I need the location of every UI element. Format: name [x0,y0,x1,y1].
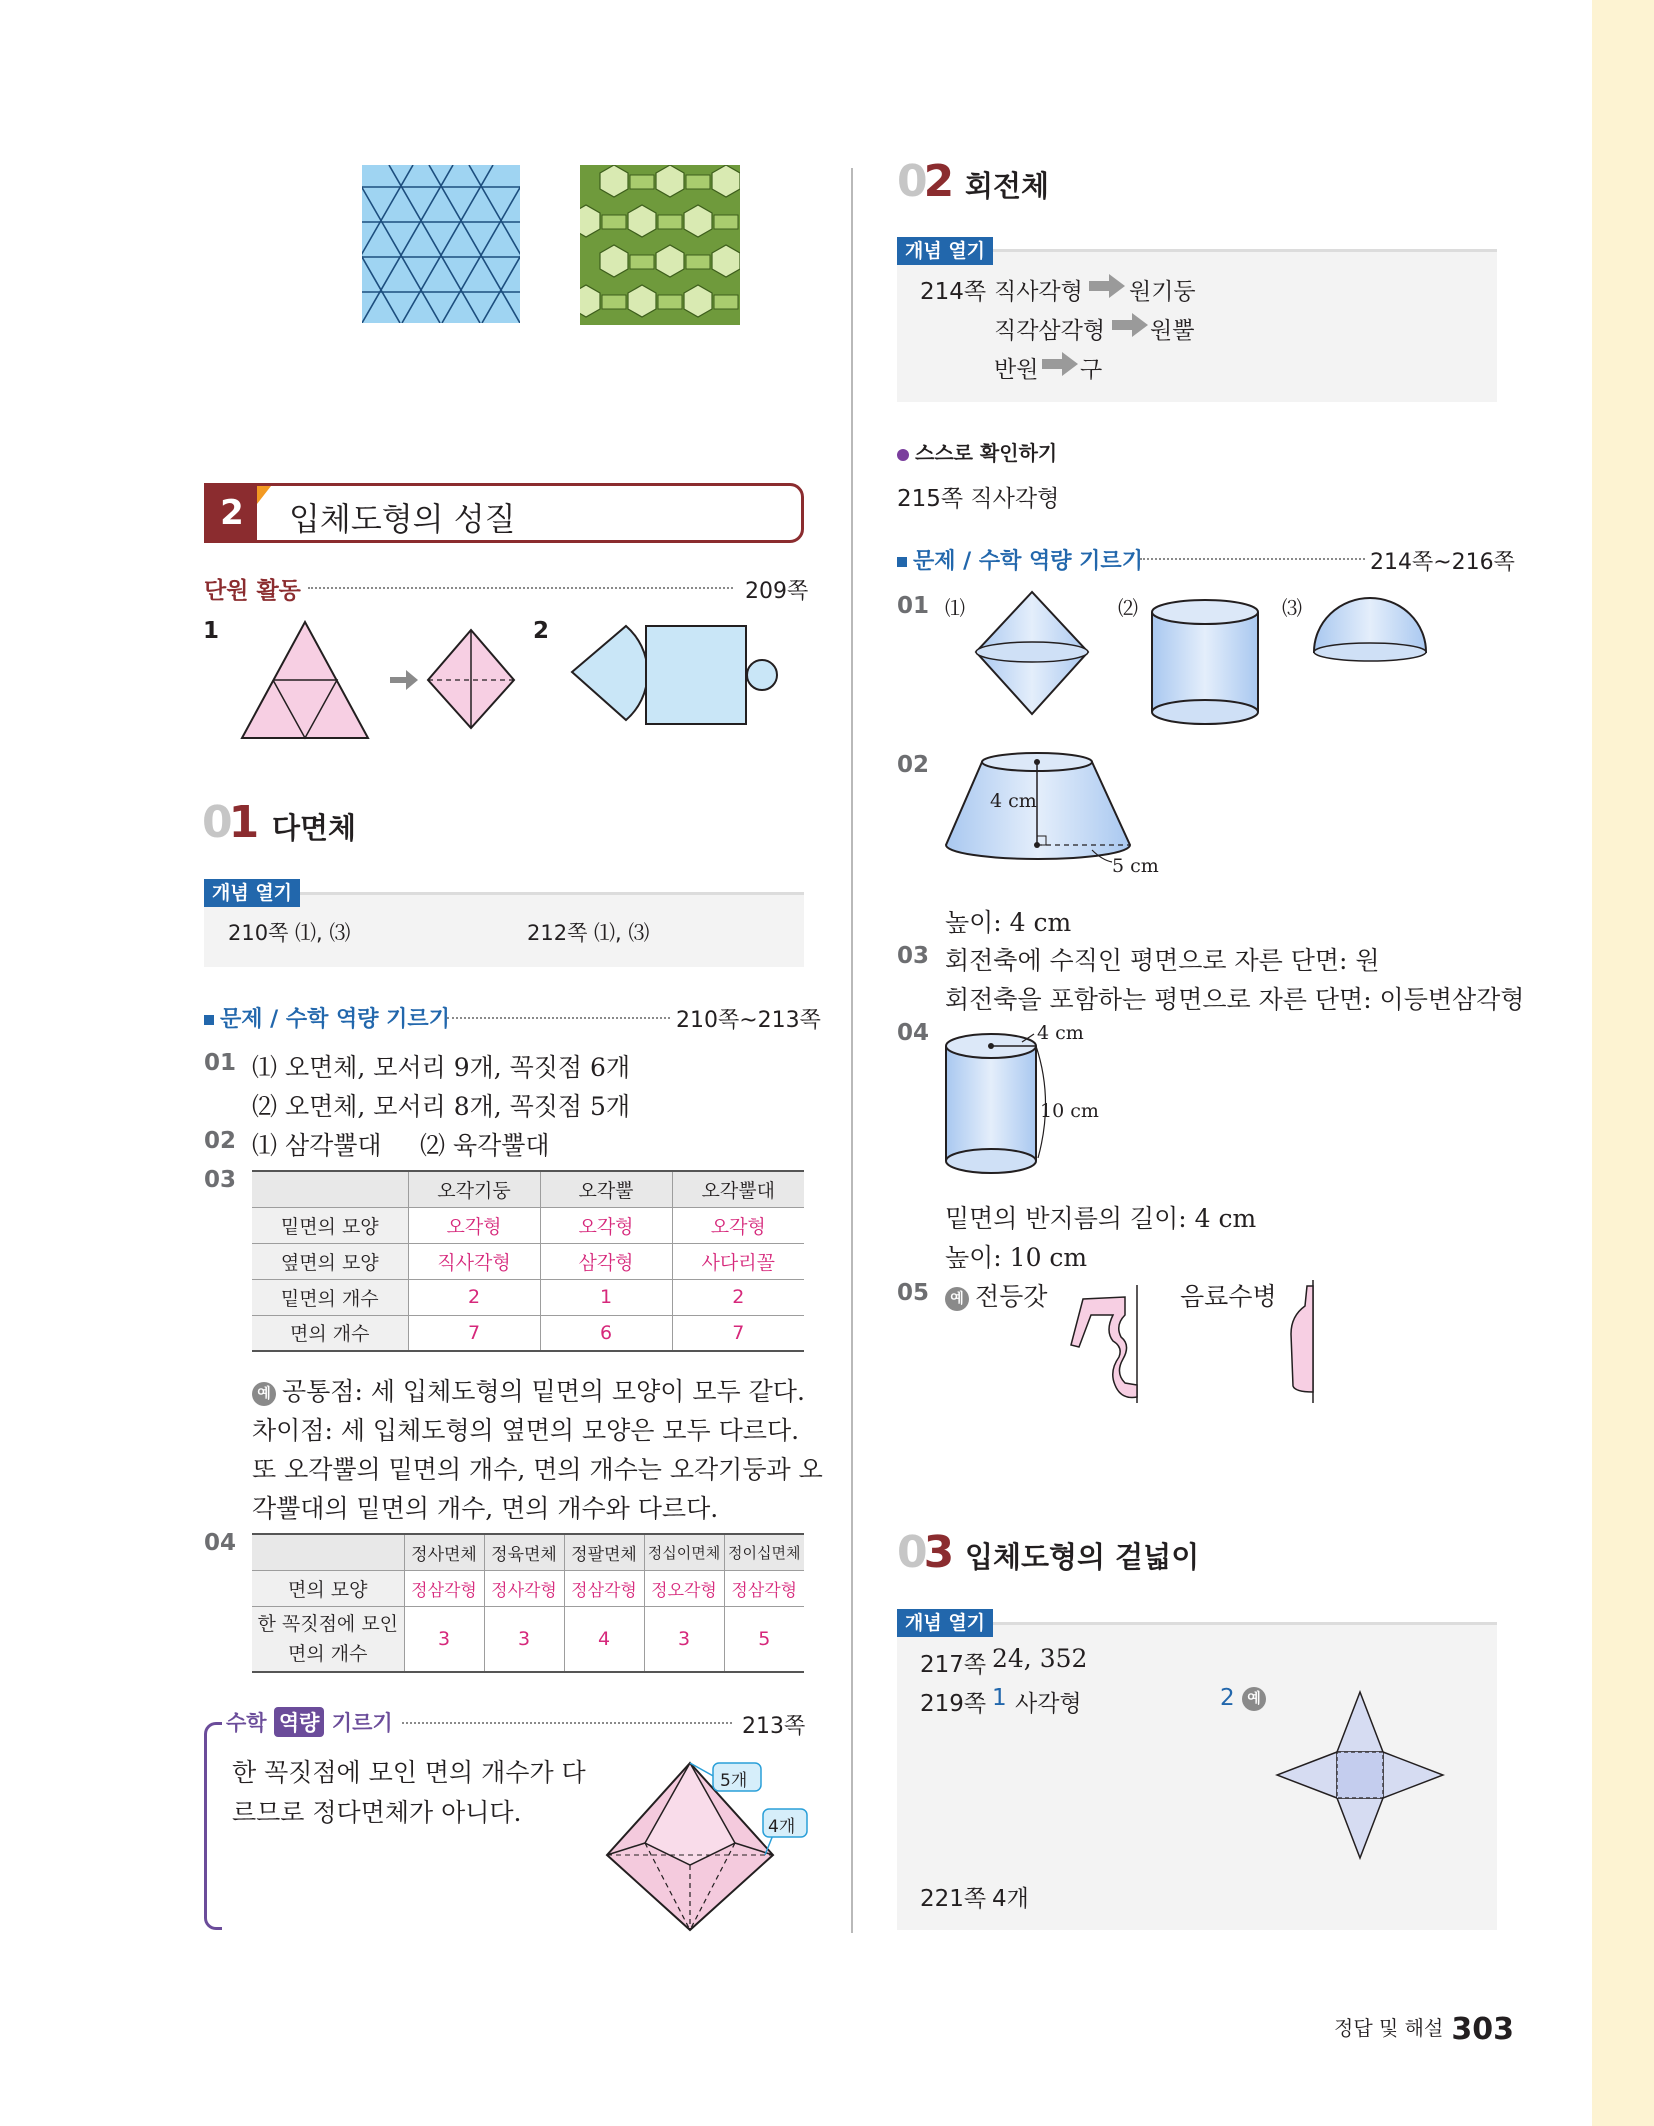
table-header-cell [252,1534,404,1570]
concept-3-line2-answer-a: 사각형 [1015,1691,1082,1717]
table-row-header: 옆면의 모양 [252,1243,408,1279]
q01-answer-a: ⑴ 오면체, 모서리 9개, 꼭짓점 6개 [252,1053,631,1082]
concept-2-line1-b: 원기둥 [1129,279,1196,305]
table-row-header: 면의 개수 [252,1315,408,1351]
page-footer: 정답 및 해설 303 [1334,2012,1514,2047]
arrow-right-icon [1040,350,1080,378]
table-cell: 7 [408,1315,540,1351]
section-01-number: 01 [202,797,256,848]
section-03-title: 입체도형의 겉넓이 [965,1540,1200,1574]
table-cell: 3 [404,1606,484,1672]
table-row [252,1570,804,1606]
competency-page: 213쪽 [742,1714,806,1739]
concept-3-line1-answer: 24, 352 [992,1644,1088,1673]
table-row-header: 밑면의 모양 [252,1207,408,1243]
q2-04-answer-a: 밑면의 반지름의 길이: 4 cm [945,1204,1257,1233]
page-number: 303 [1451,2012,1514,2047]
table-header-cell: 오각뿔대 [672,1171,804,1207]
cone-net-figure [570,620,780,730]
self-check-answer: 215쪽 직사각형 [897,486,1060,512]
table-cell: 2 [672,1279,804,1315]
q2-05-answer-a: 예 전등갓 [945,1277,1047,1313]
q03-text-line-2: 차이점: 세 입체도형의 옆면의 모양은 모두 다르다. [252,1416,800,1445]
triangle-net-to-tetrahedron-figure [240,620,520,740]
table-cell: 3 [484,1606,564,1672]
table-row [252,1207,804,1243]
bottle-profile-figure [1285,1280,1325,1405]
lampshade-profile-figure [1065,1285,1145,1405]
concept-tag-3: 개념 열기 [897,1609,993,1637]
table-cell: 5 [724,1606,804,1672]
q2-03-answer-b: 회전축을 포함하는 평면으로 자른 단면: 이등변삼각형 [945,985,1525,1014]
table-cell: 삼각형 [540,1243,672,1279]
competency-text-b: 르므로 정다면체가 아니다. [232,1798,522,1827]
unit-activity-page: 209쪽 [745,579,809,604]
q04-number: 04 [204,1530,237,1556]
competency-text-a: 한 꼭짓점에 모인 면의 개수가 다 [232,1758,586,1787]
table-cell: 4 [564,1606,644,1672]
q02-answer-a: ⑴ 삼각뿔대 [252,1131,382,1160]
table-header-cell: 정팔면체 [564,1534,644,1570]
table-row-header: 밑면의 개수 [252,1279,408,1315]
q2-02-answer: 높이: 4 cm [945,908,1072,937]
q03-text-line-4: 각뿔대의 밑면의 개수, 면의 개수와 다르다. [252,1494,719,1523]
concept-box-2 [897,252,1497,402]
side-strip [1592,0,1654,2126]
problems-page-1: 210쪽~213쪽 [676,1008,821,1033]
concept-3-line2-num-1: 1 [992,1685,1007,1711]
table-cell: 정삼각형 [564,1570,644,1606]
q01-number: 01 [204,1050,237,1076]
solids-of-revolution-figure [970,590,1450,730]
table-row-header [252,1606,404,1672]
table-cell: 정삼각형 [404,1570,484,1606]
regular-polyhedra-table [252,1533,804,1673]
pyramid-net-figure [1275,1690,1445,1860]
competency-title: 수학 역량 기르기 [226,1707,393,1737]
table-header-cell: 오각기둥 [408,1171,540,1207]
table-cell: 직사각형 [408,1243,540,1279]
q2-02-number: 02 [897,752,930,778]
callout-five: 5개 [720,1771,748,1791]
unit-header [204,483,804,543]
triangle-hexagon-tiling-image [362,165,520,323]
concept-3-line2-num-2: 2 예 [1220,1685,1272,1711]
table-cell: 2 [408,1279,540,1315]
table-header-cell: 정사면체 [404,1534,484,1570]
concept-3-line3-answer: 4개 [992,1886,1029,1912]
table-header-cell: 정이십면체 [724,1534,804,1570]
concept-1-answer-b: 212쪽 ⑴, ⑶ [527,921,650,945]
competency-bracket [204,1722,222,1930]
column-divider [851,168,853,1933]
table-cell: 오각형 [408,1207,540,1243]
q02-answer-b: ⑵ 육각뿔대 [420,1131,550,1160]
table-header-cell: 정십이면체 [644,1534,724,1570]
dotted-leader [1140,558,1365,560]
unit-accent [257,486,271,504]
concept-2-line2-a: 직각삼각형 [994,318,1106,344]
dotted-leader [402,1722,732,1724]
table-cell: 오각형 [672,1207,804,1243]
q2-01-label-2: ⑵ [1118,596,1138,620]
table-row [252,1171,804,1207]
table-header-cell: 오각뿔 [540,1171,672,1207]
q2-01-number: 01 [897,593,930,619]
row-label-line: 면의 개수 [288,1642,368,1665]
concept-2-line3-b: 구 [1080,357,1103,383]
concept-2-line3-a: 반원 [994,357,1039,383]
table-cell: 3 [644,1606,724,1672]
concept-tag-2: 개념 열기 [897,237,993,265]
q03-number: 03 [204,1167,237,1193]
callout-four: 4개 [768,1817,796,1837]
dotted-leader [308,587,733,589]
section-03-number: 03 [897,1527,951,1578]
q2-01-label-3: ⑶ [1282,596,1302,620]
q2-05-answer-b: 음료수병 [1180,1282,1277,1311]
table-cell: 정사각형 [484,1570,564,1606]
table-row [252,1243,804,1279]
example-badge-icon: 예 [945,1287,969,1311]
q2-03-answer-a: 회전축에 수직인 평면으로 자른 단면: 원 [945,946,1380,975]
concept-1-answer-a: 210쪽 ⑴, ⑶ [228,921,351,945]
problems-page-2: 214쪽~216쪽 [1370,550,1515,575]
q2-02-radius-label: 5 cm [1112,855,1159,877]
table-header-cell [252,1171,408,1207]
q2-04-answer-b: 높이: 10 cm [945,1243,1088,1272]
table-cell: 7 [672,1315,804,1351]
unit-activity-title: 단원 활동 [204,578,301,604]
q2-04-radius-label: 4 cm [1037,1022,1084,1044]
self-check-title: 스스로 확인하기 [897,437,1057,466]
row-label-line: 한 꼭짓점에 모인 [257,1612,399,1635]
table-cell: 1 [540,1279,672,1315]
octahedron-like-figure [605,1755,810,1935]
section-01-title: 다면체 [272,811,357,845]
table-row [252,1279,804,1315]
section-02-number: 02 [897,156,951,207]
q01-answer-b: ⑵ 오면체, 모서리 8개, 꼭짓점 5개 [252,1092,631,1121]
q02-number: 02 [204,1128,237,1154]
concept-2-line2-b: 원뿔 [1150,318,1195,344]
concept-2-page: 214쪽 [920,279,987,305]
q2-04-height-label: 10 cm [1040,1100,1099,1122]
arrow-right-icon [1087,272,1127,300]
unit-title: 입체도형의 성질 [289,500,516,538]
problems-title-1: 문제 / 수학 역량 기르기 [204,1002,450,1033]
activity-q2-number: 2 [533,618,550,644]
table-cell: 오각형 [540,1207,672,1243]
table-row [252,1534,804,1570]
section-02-title: 회전체 [965,169,1050,203]
hexagon-square-tiling-image [580,165,740,325]
activity-q1-number: 1 [203,618,220,644]
table-row [252,1606,804,1672]
problems-title-2: 문제 / 수학 역량 기르기 [897,544,1143,575]
table-cell: 정삼각형 [724,1570,804,1606]
concept-tag-1: 개념 열기 [204,879,300,907]
square-bullet-icon [204,1015,214,1025]
table-cell: 사다리꼴 [672,1243,804,1279]
table-cell: 정오각형 [644,1570,724,1606]
dotted-leader [447,1017,670,1019]
concept-3-line2-page: 219쪽 [920,1691,987,1717]
q03-text-line-1: 예 공통점: 세 입체도형의 밑면의 모양이 모두 같다. [252,1372,805,1408]
concept-3-line1-page: 217쪽 [920,1652,987,1678]
q2-01-label-1: ⑴ [945,596,965,620]
unit-number: 2 [207,486,257,540]
arrow-right-icon [1110,311,1150,339]
q2-05-number: 05 [897,1280,930,1306]
bullet-dot-icon [897,449,909,461]
q2-03-number: 03 [897,943,930,969]
q2-04-number: 04 [897,1020,930,1046]
example-badge-icon: 예 [1242,1687,1266,1711]
concept-3-line3-page: 221쪽 [920,1886,987,1912]
q03-text-line-3: 또 오각뿔의 밑면의 개수, 면의 개수는 오각기둥과 오 [252,1455,823,1484]
pentagon-solids-table [252,1170,804,1352]
example-badge-icon: 예 [252,1382,276,1406]
table-header-cell: 정육면체 [484,1534,564,1570]
table-cell: 6 [540,1315,672,1351]
square-bullet-icon [897,557,907,567]
table-row [252,1315,804,1351]
concept-2-line1-a: 직사각형 [994,279,1083,305]
q2-02-height-label: 4 cm [990,790,1037,812]
table-row-header: 면의 모양 [252,1570,404,1606]
